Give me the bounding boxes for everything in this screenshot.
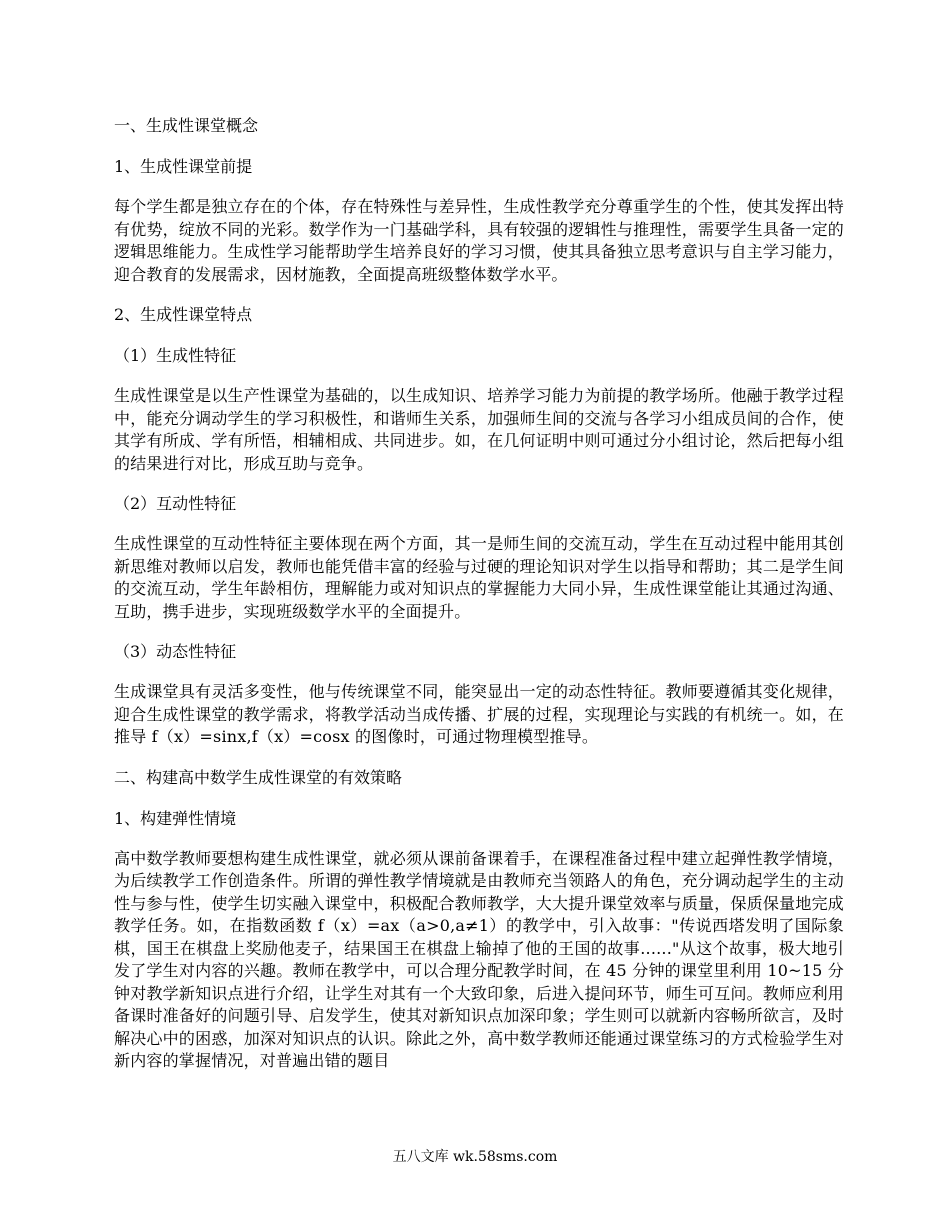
section-heading: 一、生成性课堂概念 [114,116,259,135]
feature-heading: （2）互动性特征 [114,494,237,513]
body-paragraph: 生成性课堂是以生产性课堂为基础的，以生成知识、培养学习能力为前提的教学场所。他融于教学过程中，能充分调动学生的学习积极性，和谐师生关系，加强师生间的交流与各学习小组成员间的合作，使其学有所成、学有所悟，相辅相成、共同进步。如，在几何证明中则可通过分小组讨论，然后把每小组的结果进行对比，形成互助与竞争。 [114,386,844,473]
body-paragraph: 生成性课堂的互动性特征主要体现在两个方面，其一是师生间的交流互动，学生在互动过程中能用其创新思维对教师以启发，教师也能凭借丰富的经验与过硬的理论知识对学生以指导和帮助；其二是学生间的交流互动，学生年龄相仿，理解能力或对知识点的掌握能力大同小异，生成性课堂能让其通过沟通、互助，携手进步，实现班级数学水平的全面提升。 [114,534,844,621]
feature-heading: （3）动态性特征 [114,642,237,661]
subsection-heading: 1、生成性课堂前提 [114,157,253,176]
subsection-heading: 1、构建弹性情境 [114,808,237,828]
body-paragraph: 每个学生都是独立存在的个体，存在特殊性与差异性，生成性教学充分尊重学生的个性，使其发挥出特有优势，绽放不同的光彩。数学作为一门基础学科，具有较强的逻辑性与推理性，需要学生具备一定的逻辑思维能力。生成性学习能帮助学生培养良好的学习习惯，使其具备独立思考意识与自主学习能力，迎合教育的发展需求，因材施教，全面提高班级整体数学水平。 [114,197,844,284]
body-paragraph: 生成课堂具有灵活多变性，他与传统课堂不同，能突显出一定的动态性特征。教师要遵循其变化规律，迎合生成性课堂的教学需求，将教学活动当成传播、扩展的过程，实现理论与实践的有机统一。如，在推导 f（x）=sinx,f（x）=cosx 的图像时，可通过物理模型推导。 [114,682,844,746]
feature-heading: （1）生成性特征 [114,346,237,365]
section-heading: 二、构建高中数学生成性课堂的有效策略 [114,767,403,787]
document-body [114,114,844,1073]
subsection-heading: 2、生成性课堂特点 [114,305,253,324]
footer-watermark: 五八文库 wk.58sms.com [392,1149,558,1165]
body-paragraph: 高中数学教师要想构建生成性课堂，就必须从课前备课着手，在课程准备过程中建立起弹性教学情境，为后续教学工作创造条件。所谓的弹性教学情境就是由教师充当领路人的角色，充分调动起学生的主动性与参与性，使学生切实融入课堂中，积极配合教师教学，大大提升课堂效率与质量，保质保量地完成教学任务。如，在指数函数 f（x）=ax（a>0,a≠1）的教学中，引入故事："传说西塔发明了国际象棋，国王在棋盘上奖励他麦子，结果国王在棋盘上输掉了他的王国的故事......"从这个故事，极大地引发了学生对内容的兴趣。教师在教学中，可以合理分配教学时间，在 45 分钟的课堂里利用 10~15 分钟对教学新知识点进行介绍，让学生对其有一个大致印象，后进入提问环节，师生可互问。教师应利用备课时准备好的问题引导、启发学生，使其对新知识点加深印象；学生则可以就新内容畅所欲言，及时解决心中的困惑，加深对知识点的认识。除此之外，高中数学教师还能通过课堂练习的方式检验学生对新内容的掌握情况，对普遍出错的题目 [114,848,844,1070]
